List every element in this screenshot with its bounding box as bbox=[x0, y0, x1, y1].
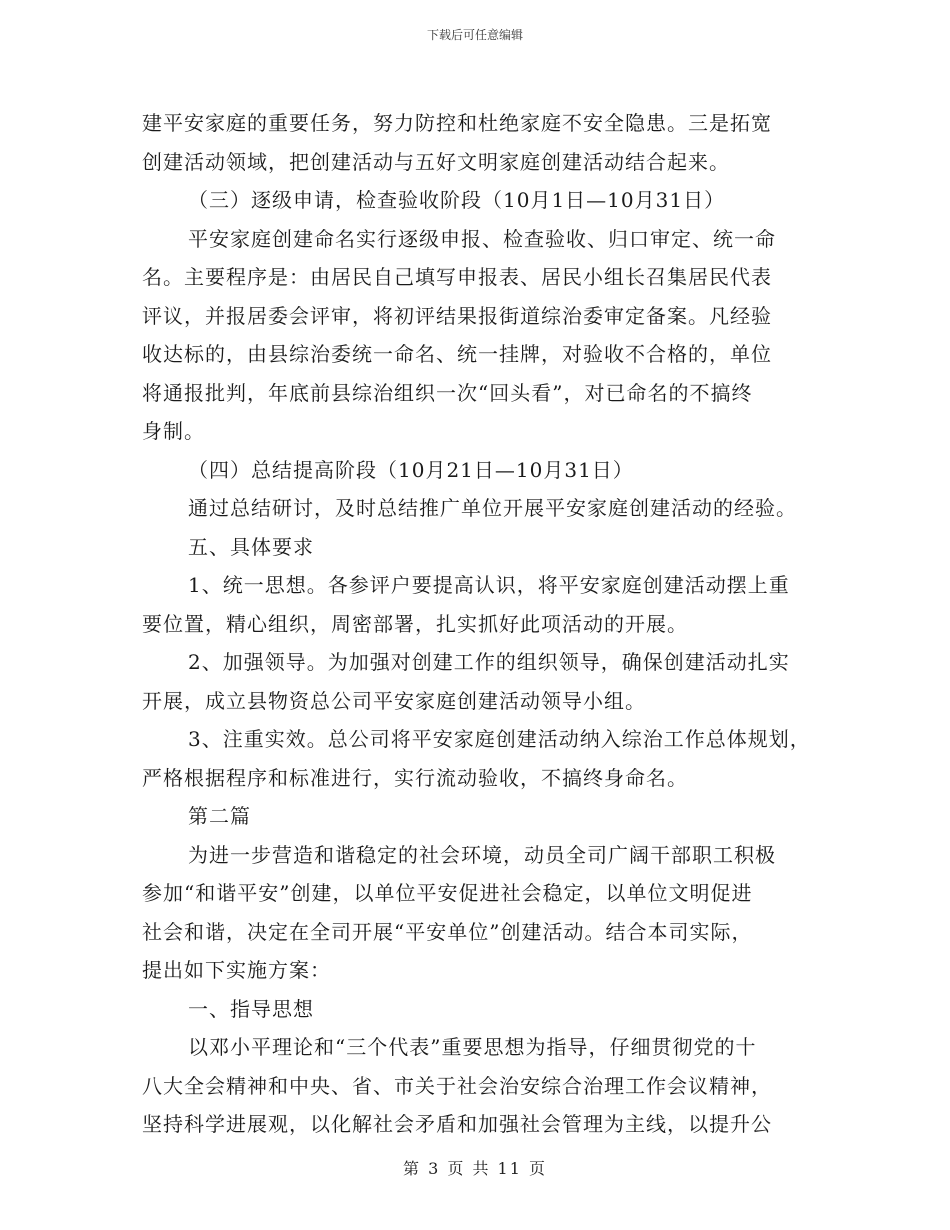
body-line: 为进一步营造和谐稳定的社会环境，动员全司广阔干部职工积极 bbox=[188, 842, 776, 867]
body-line: 八大全会精神和中央、省、市关于社会治安综合治理工作会议精神， bbox=[142, 1073, 772, 1098]
body-line: 收达标的，由县综治委统一命名、统一挂牌，对验收不合格的，单位 bbox=[142, 342, 772, 366]
body-line: 通过总结研讨，及时总结推广单位开展平安家庭创建活动的经验。 bbox=[188, 496, 797, 520]
section-heading: （四）总结提高阶段（10月21日—10月31日） bbox=[188, 457, 634, 482]
body-line: 3、注重实效。总公司将平安家庭创建活动纳入综治工作总体规划， bbox=[188, 727, 811, 751]
body-line: 评议，并报居委会评审，将初评结果报街道综治委审定备案。凡经验 bbox=[142, 303, 772, 328]
body-line: 开展，成立县物资总公司平安家庭创建活动领导小组。 bbox=[142, 688, 646, 713]
body-line: 名。主要程序是：由居民自己填写申报表、居民小组长召集居民代表 bbox=[142, 265, 772, 289]
body-line: 以邓小平理论和“三个代表”重要思想为指导，仔细贯彻党的十 bbox=[188, 1035, 757, 1059]
page-number: 第 3 页 共 11 页 bbox=[403, 1159, 547, 1178]
body-line: 坚持科学进展观，以化解社会矛盾和加强社会管理为主线，以提升公 bbox=[142, 1112, 772, 1136]
section-heading: 五、具体要求 bbox=[188, 534, 314, 559]
body-line: 身制。 bbox=[142, 419, 205, 443]
body-line: 要位置，精心组织，周密部署，扎实抓好此项活动的开展。 bbox=[142, 611, 688, 636]
section-heading: （三）逐级申请，检查验收阶段（10月1日—10月31日） bbox=[188, 188, 726, 212]
body-line: 社会和谐，决定在全司开展“平安单位”创建活动。结合本司实际， bbox=[142, 919, 753, 944]
body-line: 严格根据程序和标准进行，实行流动验收，不搞终身命名。 bbox=[142, 765, 688, 790]
body-line: 2、加强领导。为加强对创建工作的组织领导，确保创建活动扎实 bbox=[188, 650, 790, 674]
body-line: 提出如下实施方案： bbox=[142, 958, 331, 982]
body-line: 创建活动领域，把创建活动与五好文明家庭创建活动结合起来。 bbox=[142, 149, 730, 174]
section-heading: 第二篇 bbox=[188, 804, 251, 828]
body-line: 建平安家庭的重要任务，努力防控和杜绝家庭不安全隐患。三是拓宽 bbox=[142, 111, 772, 135]
section-heading: 一、指导思想 bbox=[188, 996, 314, 1021]
body-line: 将通报批判，年底前县综治组织一次“回头看”，对已命名的不搞终 bbox=[142, 380, 753, 405]
body-line: 1、统一思想。各参评户要提高认识，将平安家庭创建活动摆上重 bbox=[188, 573, 790, 597]
page-header: 下载后可任意编辑 bbox=[426, 28, 523, 42]
document-body bbox=[142, 104, 822, 1144]
body-line: 参加“和谐平安”创建，以单位平安促进社会稳定，以单位文明促进 bbox=[142, 881, 753, 905]
body-line: 平安家庭创建命名实行逐级申报、检查验收、归口审定、统一命 bbox=[188, 226, 776, 251]
